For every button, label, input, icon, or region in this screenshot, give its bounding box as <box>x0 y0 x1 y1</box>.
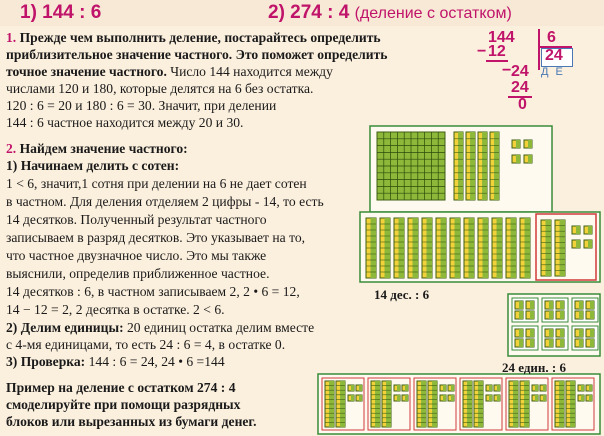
step2-line-7: 14 десятков : 6, в частном записываем 2, 2 • 6 = 12, <box>6 284 300 299</box>
ld-rem1: 24 <box>511 63 529 80</box>
ld-result: 0 <box>518 96 527 113</box>
step1-line-2: приблизительное значение частного. Это поможет определить <box>6 47 388 62</box>
example-2-note: (деление с остатком) <box>354 5 512 22</box>
step2-line-1: 1 < 6, значит,1 сотня при делении на 6 не дает сотен <box>6 176 307 191</box>
ld-quotient: 24 <box>545 47 563 64</box>
step2-line-6: выяснили, определив приближенное частное. <box>6 266 270 281</box>
step2-line-3: 14 десятков. Полученный результат частного <box>6 212 267 227</box>
example-1-title: 1) 144 : 6 <box>20 2 102 23</box>
task-line-1: Пример на деление с остатком 274 : 4 <box>6 380 236 395</box>
step1-line-6: 144 : 6 частное находится между 20 и 30. <box>6 115 244 130</box>
step2-heading-text: Найдем значение частного: <box>19 141 188 156</box>
ld-divisor: 6 <box>547 29 556 46</box>
example-2-expr: 2) 274 : 4 <box>268 2 350 23</box>
ld-places: Д Е <box>541 66 565 78</box>
step2-line-5: что частное двузначное число. Это мы также <box>6 248 267 263</box>
step1-text-3-tail: Число 144 находится между <box>166 64 333 79</box>
caption-units: 24 един. : 6 <box>502 360 566 375</box>
step2-line-8: 14 − 12 = 2, 2 десятка в остатке. 2 < 6. <box>6 302 225 317</box>
step1-text-3: точное значение частного. <box>6 64 167 79</box>
step1-text-1: Прежде чем выполнить деление, постарайтесь определить <box>19 30 381 45</box>
ld-sub1: 12 <box>488 43 506 60</box>
ld-minus-2: − <box>502 62 512 79</box>
ld-sub2: 24 <box>511 79 529 96</box>
ld-dividend: 144 <box>488 29 515 46</box>
step2-sub2: 2) Делим единицы: <box>6 320 124 335</box>
step2-line-after: с 4-мя единицами, то есть 24 : 6 = 4, в остатке 0. <box>6 337 286 352</box>
step1-line-5: 120 : 6 = 20 и 180 : 6 = 30. Значит, при делении <box>6 98 277 113</box>
step2-line-4: записываем в разряд десятков. Это указывает на то, <box>6 230 306 245</box>
step2-sub1: 1) Начинаем делить с сотен: <box>6 158 180 173</box>
task-line-3: блоков или вырезанных из бумаги денег. <box>6 414 257 429</box>
step1-number: 1. <box>6 30 17 45</box>
task-line-2: смоделируйте при помощи разрядных <box>6 397 241 412</box>
step2-sub3-tail: 144 : 6 = 24, 24 • 6 =144 <box>85 354 225 369</box>
step2-number: 2. <box>6 141 17 156</box>
step2-sub2-tail: 20 единиц остатка делим вместе <box>123 320 315 335</box>
caption-tens: 14 дес. : 6 <box>374 287 430 302</box>
ld-minus-1: − <box>477 43 487 60</box>
step2-line-2: в частном. Для деления отделяем 2 цифры - 14, то есть <box>6 194 324 209</box>
step1-line-4: числами 120 и 180, которые делятся на 6 без остатка. <box>6 81 314 96</box>
step2-sub3: 3) Проверка: <box>6 354 86 369</box>
